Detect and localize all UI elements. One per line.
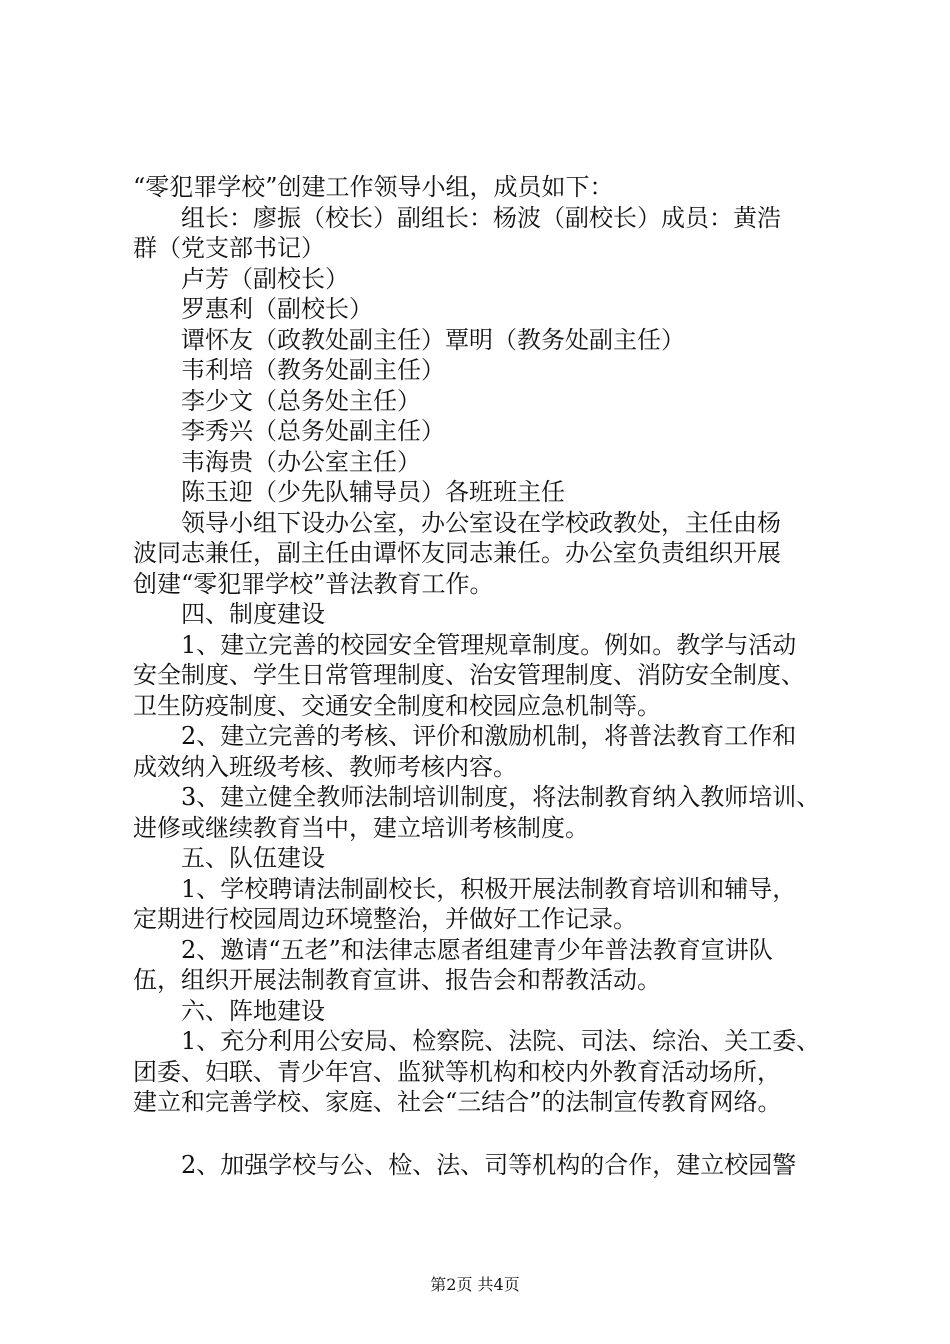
section-heading: 六、阵地建设: [181, 996, 325, 1025]
text-line: 领导小组下设办公室，办公室设在学校政教处，主任由杨: [181, 508, 781, 537]
text-line: 韦海贵（办公室主任）: [181, 447, 421, 476]
text-line: 进修或继续教育当中，建立培训考核制度。: [133, 813, 589, 842]
text-line: 创建“零犯罪学校”普法教育工作。: [133, 569, 494, 598]
text-line: 成效纳入班级考核、教师考核内容。: [133, 752, 517, 781]
text-line: 1、充分利用公安局、检察院、法院、司法、综治、关工委、: [181, 1027, 821, 1055]
text-line: 李秀兴（总务处副主任）: [181, 417, 445, 445]
text-line: “零犯罪学校”创建工作领导小组，成员如下：: [133, 173, 614, 201]
text-line: 谭怀友（政教处副主任）覃明（教务处副主任）: [181, 325, 685, 354]
text-line: 1、建立完善的校园安全管理规章制度。例如。教学与活动: [181, 630, 797, 659]
document-body: [133, 172, 833, 1180]
text-line: 1、学校聘请法制副校长，积极开展法制教育培训和辅导，: [181, 874, 797, 903]
text-line: 卢芳（副校长）: [181, 264, 349, 293]
text-line: 建立和完善学校、家庭、社会“三结合”的法制宣传教育网络。: [133, 1088, 782, 1116]
text-line: 团委、妇联、青少年宫、监狱等机构和校内外教育活动场所，: [133, 1057, 781, 1086]
text-line: 陈玉迎（少先队辅导员）各班班主任: [181, 478, 565, 506]
text-line: 伍，组织开展法制教育宣讲、报告会和帮教活动。: [133, 966, 661, 994]
text-line: 群（党支部书记）: [133, 234, 325, 262]
text-line: 组长：廖振（校长）副组长：杨波（副校长）成员：黄浩: [181, 203, 781, 232]
text-line: 2、建立完善的考核、评价和激励机制，将普法教育工作和: [181, 722, 797, 750]
text-line: 李少文（总务处主任）: [181, 386, 421, 415]
page-number-footer: 第2页 共4页: [430, 1275, 520, 1294]
text-line: 定期进行校园周边环境整治，并做好工作记录。: [133, 905, 637, 933]
text-line: 波同志兼任，副主任由谭怀友同志兼任。办公室负责组织开展: [133, 539, 781, 567]
section-heading: 四、制度建设: [181, 600, 325, 628]
text-line: 韦利培（教务处副主任）: [181, 356, 445, 384]
text-line: 2、邀请“五老”和法律志愿者组建青少年普法教育宣讲队: [181, 935, 773, 964]
text-line: 卫生防疫制度、交通安全制度和校园应急机制等。: [133, 691, 661, 720]
text-line: 罗惠利（副校长）: [181, 295, 373, 323]
text-line: 3、建立健全教师法制培训制度，将法制教育纳入教师培训、: [181, 783, 821, 811]
paragraph-gap: [133, 1118, 833, 1150]
text-line: 安全制度、学生日常管理制度、治安管理制度、消防安全制度、: [133, 661, 805, 689]
text-line: 2、加强学校与公、检、法、司等机构的合作，建立校园警: [181, 1150, 797, 1179]
section-heading: 五、队伍建设: [181, 844, 325, 872]
